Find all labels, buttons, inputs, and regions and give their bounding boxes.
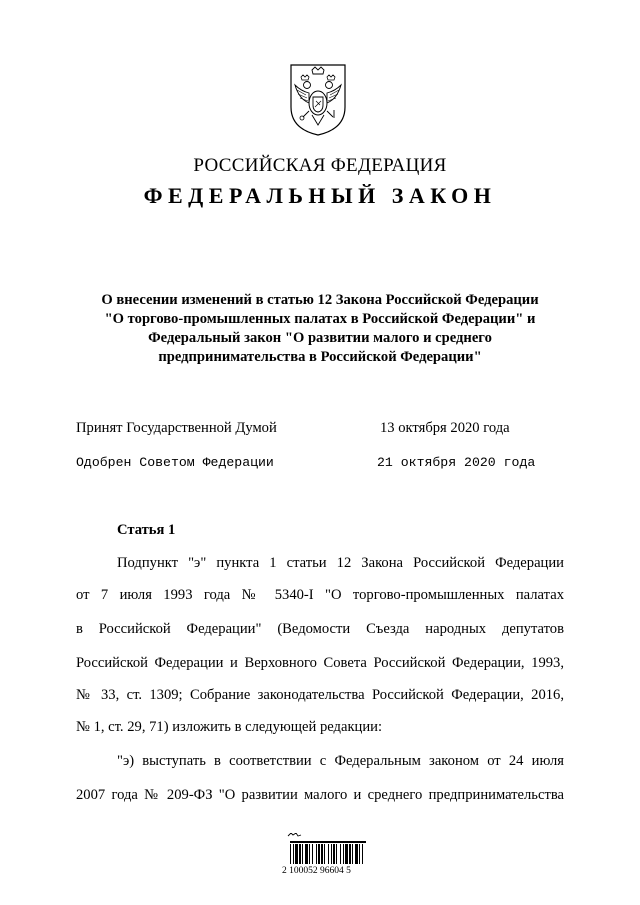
- barcode-bar: [309, 844, 310, 864]
- article-text-line: Подпункт "э" пункта 1 статьи 12 Закона Российской Федерации: [117, 555, 564, 571]
- country-heading: РОССИЙСКАЯ ФЕДЕРАЦИЯ: [193, 155, 447, 176]
- barcode-bar: [333, 844, 335, 864]
- barcode-bar: [302, 844, 303, 864]
- barcode-bar: [331, 844, 332, 864]
- article-1-heading: Статья 1: [117, 522, 176, 538]
- article-text-line: № 33, ст. 1309; Собрание законодательства Российской Федерации, 2016,: [76, 687, 564, 703]
- barcode-bar: [295, 844, 298, 864]
- approved-date: 21 октября 2020 года: [377, 455, 536, 470]
- law-title-line: О внесении изменений в статью 12 Закона Российской Федерации: [101, 292, 539, 308]
- barcode-bar: [359, 844, 360, 864]
- barcode-bar: [318, 844, 320, 864]
- barcode-bar: [324, 844, 325, 864]
- barcode-bar: [312, 844, 313, 864]
- barcode-bar: [343, 844, 344, 864]
- article-text-line: 2007 года № 209-ФЗ "О развитии малого и среднего предпринимательства: [76, 787, 564, 803]
- law-title: [80, 291, 560, 367]
- barcode-bar: [293, 844, 294, 864]
- barcode-bar: [290, 844, 291, 864]
- law-title-line: "О торгово-промышленных палатах в Российской Федерации" и: [104, 311, 536, 327]
- barcode-bar: [321, 844, 323, 864]
- barcode-bar: [328, 844, 329, 864]
- barcode-bar: [355, 844, 358, 864]
- barcode-bar: [349, 844, 351, 864]
- state-emblem: [287, 63, 349, 137]
- article-text-line: от 7 июля 1993 года № 5340-I "О торгово-промышленных палатах: [76, 587, 564, 603]
- barcode-bar: [345, 844, 348, 864]
- article-text-line: Российской Федерации и Верховного Совета Российской Федерации, 1993,: [76, 655, 564, 671]
- adopted-by-duma-label: Принят Государственной Думой: [76, 420, 277, 436]
- barcode-bar: [340, 844, 341, 864]
- barcode-bar: [305, 844, 308, 864]
- barcode-bar: [362, 844, 363, 864]
- barcode-bar: [316, 844, 317, 864]
- article-text-line: № 1, ст. 29, 71) изложить в следующей редакции:: [76, 719, 383, 735]
- barcode-bar: [352, 844, 353, 864]
- barcode-bar: [336, 844, 337, 864]
- adopted-date: 13 октября 2020 года: [380, 420, 510, 436]
- law-title-line: предпринимательства в Российской Федерации": [158, 349, 482, 365]
- law-type-heading: ФЕДЕРАЛЬНЫЙ ЗАКОН: [143, 183, 497, 208]
- barcode-bar: [299, 844, 301, 864]
- barcode-number: 2 100052 96604 5: [282, 866, 351, 876]
- approved-by-council-label: Одобрен Советом Федерации: [76, 455, 274, 470]
- law-title-line: Федеральный закон "О развитии малого и среднего: [148, 330, 492, 346]
- article-text-line: в Российской Федерации" (Ведомости Съезда народных депутатов: [76, 621, 564, 637]
- article-text-line: "э) выступать в соответствии с Федеральным законом от 24 июля: [117, 753, 564, 769]
